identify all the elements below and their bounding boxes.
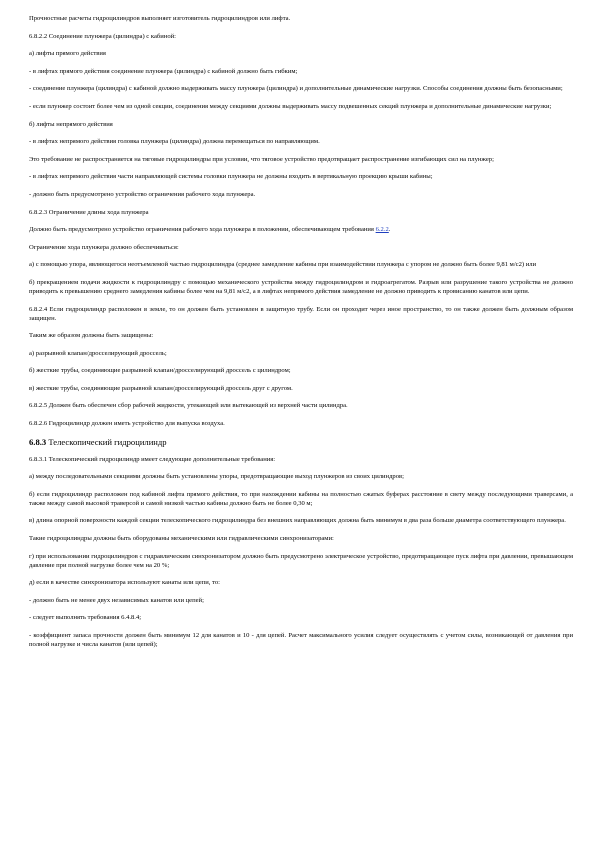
- reference-paragraph: [29, 225, 573, 234]
- paragraph: - если плунжер состоит более чем из одной секции, соединения между секциями должны выдерживать массу подвешенных секций плунжера и дополнительные динамические нагрузки;: [29, 102, 552, 110]
- paragraph: а) разрывной клапан/дросселирующий дроссель;: [29, 349, 167, 357]
- paragraph: б) если гидроцилиндр расположен под кабиной лифта прямого действия, то при нахождении кабины на полностью сжатых буферах расстояние в свету между последующими траверсами, а также между самой высокой траверсой и самой низкой частью кабины должно быть не более 0,30 м;: [29, 490, 573, 507]
- reference-text-after: .: [388, 226, 391, 234]
- paragraph: - следует выполнять требования 6.4.8.4;: [29, 614, 142, 622]
- paragraph: б) лифты непрямого действия: [29, 120, 113, 128]
- clause-heading: 6.8.2.2 Соединение плунжера (цилиндра) с кабиной:: [29, 32, 176, 40]
- paragraph: б) жесткие трубы, соединяющие разрывной клапан/дросселирующий дроссель с цилиндром;: [29, 367, 291, 375]
- paragraph: - должно быть предусмотрено устройство ограничения рабочего хода плунжера.: [29, 190, 256, 198]
- section-title: Телескопический гидроцилиндр: [48, 436, 167, 447]
- paragraph: Такие гидроцилиндры должны быть оборудованы механическими или гидравлическими синхронизаторами:: [29, 535, 334, 543]
- paragraph: а) между последовательными секциями должны быть установлены упоры, предотвращающие выход плунжеров из своих цилиндров;: [29, 473, 404, 481]
- paragraph: - в лифтах прямого действия соединение плунжера (цилиндра) с кабиной должно быть гибким;: [29, 67, 298, 75]
- paragraph: Прочностные расчеты гидроцилиндров выполняет изготовитель гидроцилиндров или лифта.: [29, 15, 291, 22]
- paragraph: Таким же образом должны быть защищены:: [29, 332, 154, 340]
- clause-link-6-2-2[interactable]: 6.2.2: [375, 226, 389, 234]
- paragraph: Ограничение хода плунжера должно обеспечиваться:: [29, 243, 179, 251]
- paragraph: - в лифтах непрямого действия головка плунжера (цилиндра) должна перемещаться по направляющим.: [29, 138, 320, 146]
- paragraph: б) прекращением подачи жидкости к гидроцилиндру с помощью механического устройства между гидроцилиндром и гидроагрегатом. Разрыв или разрушение такого устройства не должно приводить к превышению среднего замедления кабины более чем на 9,81 м/с2, а в лифтах непрямого действия замедление не должно приводить к провисанию канатов или цепи.: [29, 278, 573, 295]
- reference-text-before: Должно быть предусмотрено устройство ограничения рабочего хода плунжера в положении, обеспечивающем требования: [29, 226, 376, 234]
- paragraph: 6.8.2.4 Если гидроцилиндр расположен в земле, то он должен быть установлен в защитную трубу. Если он проходит через иное пространство, то он также должен быть должным образом защищен.: [29, 305, 573, 322]
- paragraph: - коэффициент запаса прочности должен быть минимум 12 для канатов и 10 - для цепей. Расчет максимального усилия следует осуществлять с учетом силы, возникающей от давления при полной нагрузке и числа канатов (или цепей);: [29, 632, 573, 648]
- paragraph: 6.8.2.5 Должен быть обеспечен сбор рабочей жидкости, утекающей или вытекающей из верхней части цилиндра.: [29, 402, 348, 410]
- section-number: 6.8.3: [29, 436, 47, 447]
- paragraph: - должно быть не менее двух независимых канатов или цепей;: [29, 596, 204, 604]
- paragraph: а) с помощью упора, являющегося неотъемлемой частью гидроцилиндра (среднее замедление кабины при взаимодействии плунжера с упором не должно быть более 9,81 м/с2) или: [29, 261, 537, 269]
- paragraph: д) если в качестве синхронизатора используют канаты или цепи, то:: [29, 579, 220, 587]
- paragraph: - в лифтах непрямого действия части направляющей системы головки плунжера не должны входить в вертикальную проекцию крыши кабины;: [29, 173, 433, 181]
- paragraph: а) лифты прямого действия: [29, 50, 106, 58]
- paragraph: г) при использовании гидроцилиндров с гидравлическим синхронизатором должно быть предусмотрено электрическое устройство, предотвращающее пуск лифта при давлении, превышающем давление при полной нагрузке более чем на 20 %;: [29, 552, 573, 569]
- paragraph: в) длина опорной поверхности каждой секции телескопического гидроцилиндра без внешних направляющих должна быть минимум в два раза больше диаметра соответствующего плунжера.: [29, 517, 566, 525]
- paragraph: - соединение плунжера (цилиндра) с кабиной должно выдерживать массу плунжера (цилиндра) и дополнительные динамические нагрузки. Способы соединения должны быть безопасными;: [29, 85, 563, 93]
- paragraph: 6.8.3.1 Телескопический гидроцилиндр имеет следующие дополнительные требования:: [29, 455, 276, 463]
- section-heading: [29, 437, 573, 448]
- paragraph: Это требование не распространяется на тяговые гидроцилиндры при условии, что тяговое устройство предотвращает распространение изгибающих сил на плунжер;: [29, 155, 494, 163]
- clause-heading: 6.8.2.3 Ограничение длины хода плунжера: [29, 208, 149, 216]
- paragraph: в) жесткие трубы, соединяющие разрывной клапан/дросселирующий дроссель друг с другом.: [29, 384, 293, 392]
- paragraph: 6.8.2.6 Гидроцилиндр должен иметь устройство для выпуска воздуха.: [29, 420, 225, 428]
